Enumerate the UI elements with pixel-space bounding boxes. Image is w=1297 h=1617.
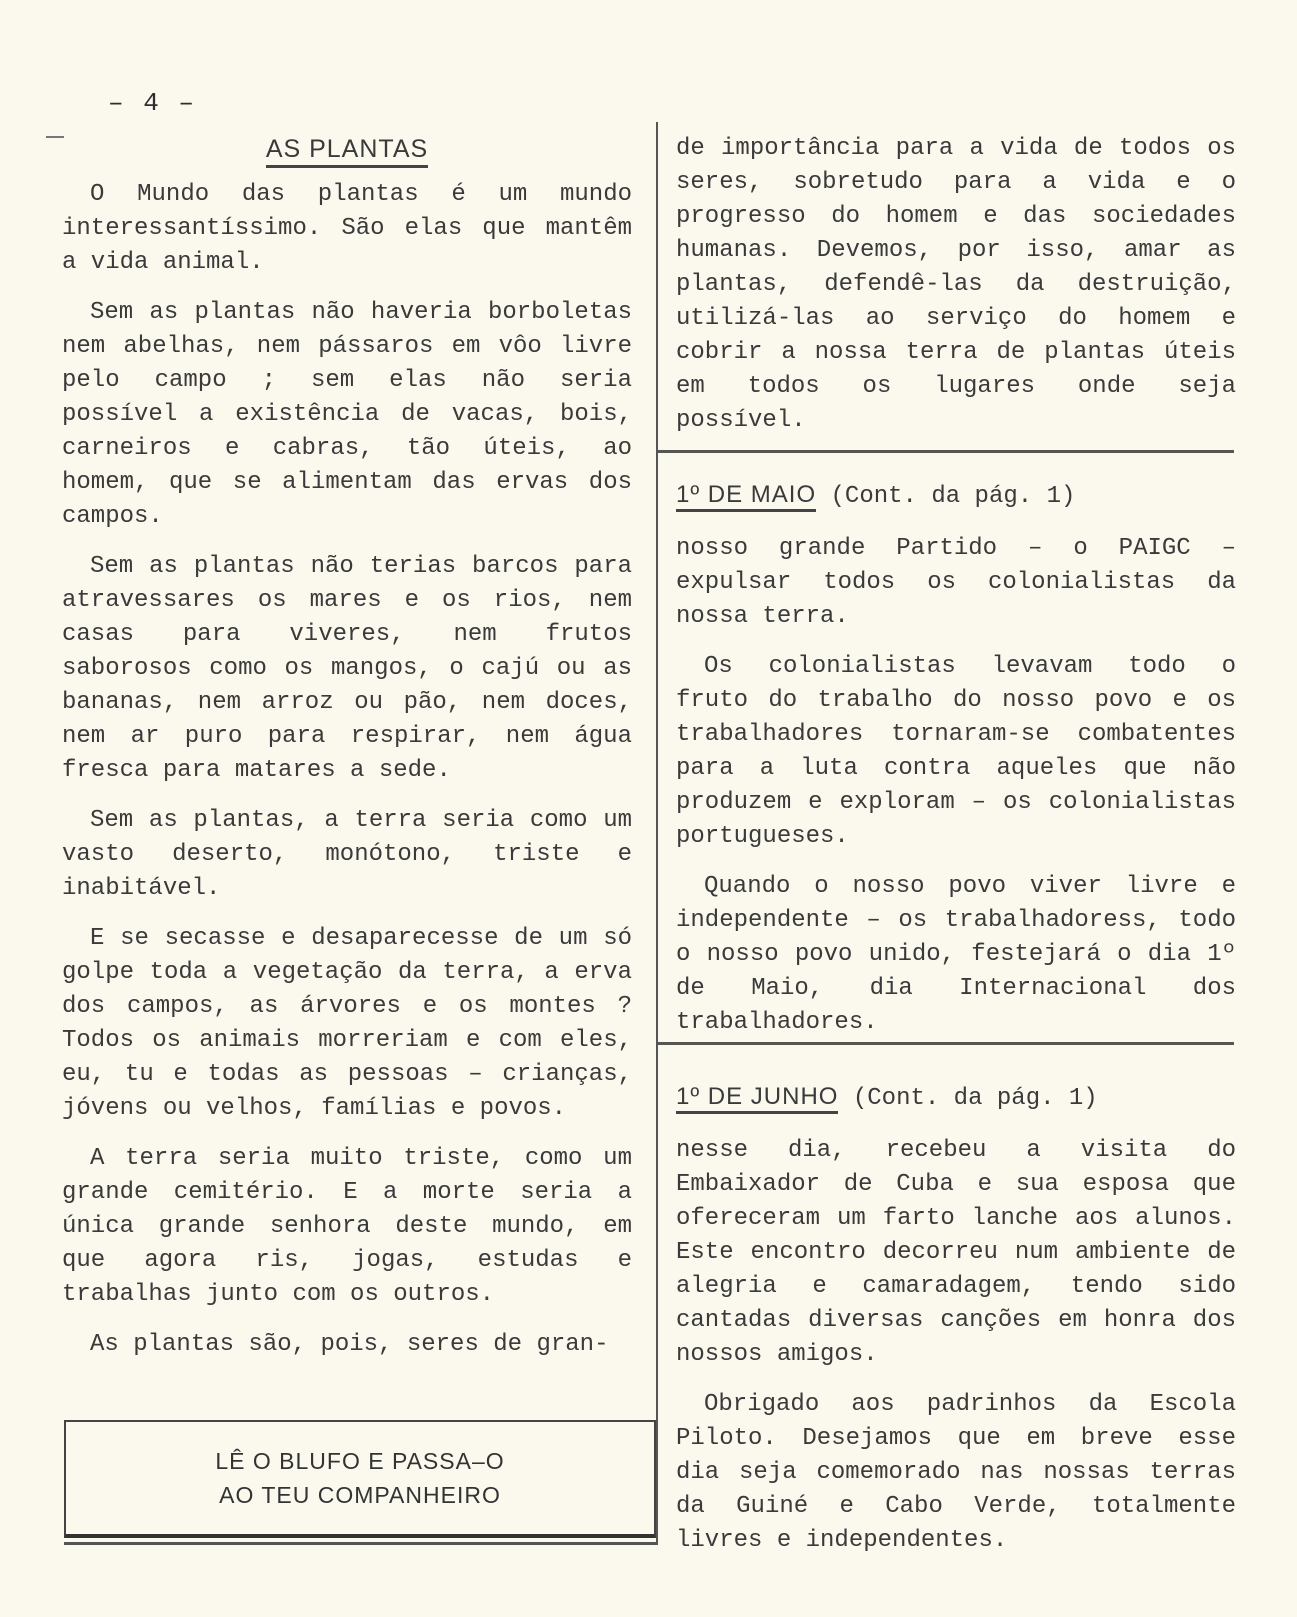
article-title-text: AS PLANTAS <box>266 135 428 168</box>
section-title: 1º DE MAIO <box>676 481 816 512</box>
article-title <box>62 132 632 166</box>
section-heading-maio <box>676 478 1236 514</box>
article-paragraph: Sem as plantas, a terra seria como um vasto deserto, monótono, triste e inabitável. <box>62 807 632 902</box>
column-divider <box>656 122 658 1545</box>
section-heading-junho <box>676 1080 1236 1116</box>
left-column <box>62 132 632 1378</box>
share-notice-line: LÊ O BLUFO E PASSA–O <box>215 1448 505 1474</box>
section-subtitle: (Cont. da pág. 1) <box>852 1085 1098 1112</box>
section-paragraph: nesse dia, recebeu a visita do Embaixador de Cuba e sua esposa que ofereceram um farto lanche aos alunos. Este encontro decorreu num ambiente de alegria e camaradagem, tendo sido cantadas diversas canções em honra dos nossos amigos. <box>676 1137 1236 1368</box>
section-title: 1º DE JUNHO <box>676 1083 838 1114</box>
article-paragraph: Sem as plantas não haveria borboletas nem abelhas, nem pássaros em vôo livre pelo campo ; sem elas não seria possível a existência de vacas, bois, carneiros e cabras, tão úteis, ao homem, que se alimentam das ervas dos campos. <box>62 299 632 530</box>
share-notice-line: AO TEU COMPANHEIRO <box>219 1482 501 1508</box>
section-divider <box>656 1042 1234 1045</box>
article-paragraph: Sem as plantas não terias barcos para atravessares os mares e os rios, nem casas para viveres, nem frutos saborosos como os mangos, o cajú ou as bananas, nem arroz ou pão, nem doces, nem ar puro para respirar, nem água fresca para matares a sede. <box>62 553 632 784</box>
section-paragraph: Obrigado aos padrinhos da Escola Piloto. Desejamos que em breve esse dia seja comemorado nas nossas terras da Guiné e Cabo Verde, totalmente livres e independentes. <box>676 1391 1236 1554</box>
article-paragraph: As plantas são, pois, seres de gran- <box>90 1331 609 1358</box>
article-paragraph: E se secasse e desaparecesse de um só golpe toda a vegetação da terra, a erva dos campos, as árvores e os montes ? Todos os animais morreriam e com eles, eu, tu e todas as pessoas – crianças, jóvens ou velhos, famílias e povos. <box>62 925 632 1122</box>
section-divider <box>656 450 1234 453</box>
article-continuation: de importância para a vida de todos os seres, sobretudo para a vida e o progresso do homem e das sociedades humanas. Devemos, por isso, amar as plantas, defendê-las da destruição, utilizá-las ao serviço do homem e cobrir a nossa terra de plantas úteis em todos os lugares onde seja possível. <box>676 135 1236 434</box>
right-column <box>676 132 1236 1574</box>
page-number: – 4 – <box>108 88 197 118</box>
section-subtitle: (Cont. da pág. 1) <box>830 483 1076 510</box>
section-paragraph: Quando o nosso povo viver livre e independente – os trabalhadoress, todo o nosso povo unido, festejará o dia 1º de Maio, dia Internacional dos trabalhadores. <box>676 873 1236 1036</box>
share-notice-box <box>64 1420 656 1538</box>
article-paragraph: A terra seria muito triste, como um grande cemitério. E a morte seria a única grande senhora deste mundo, em que agora ris, jogas, estudas e trabalhas junto com os outros. <box>62 1145 632 1308</box>
bottom-rule <box>64 1542 658 1545</box>
article-paragraph: O Mundo das plantas é um mundo interessantíssimo. São elas que mantêm a vida animal. <box>62 181 632 276</box>
section-paragraph: nosso grande Partido – o PAIGC – expulsar todos os colonialistas da nossa terra. <box>676 535 1236 630</box>
section-paragraph: Os colonialistas levavam todo o fruto do trabalho do nosso povo e os trabalhadores tornaram-se combatentes para a luta contra aqueles que não produzem e exploram – os colonialistas portugueses. <box>676 653 1236 850</box>
